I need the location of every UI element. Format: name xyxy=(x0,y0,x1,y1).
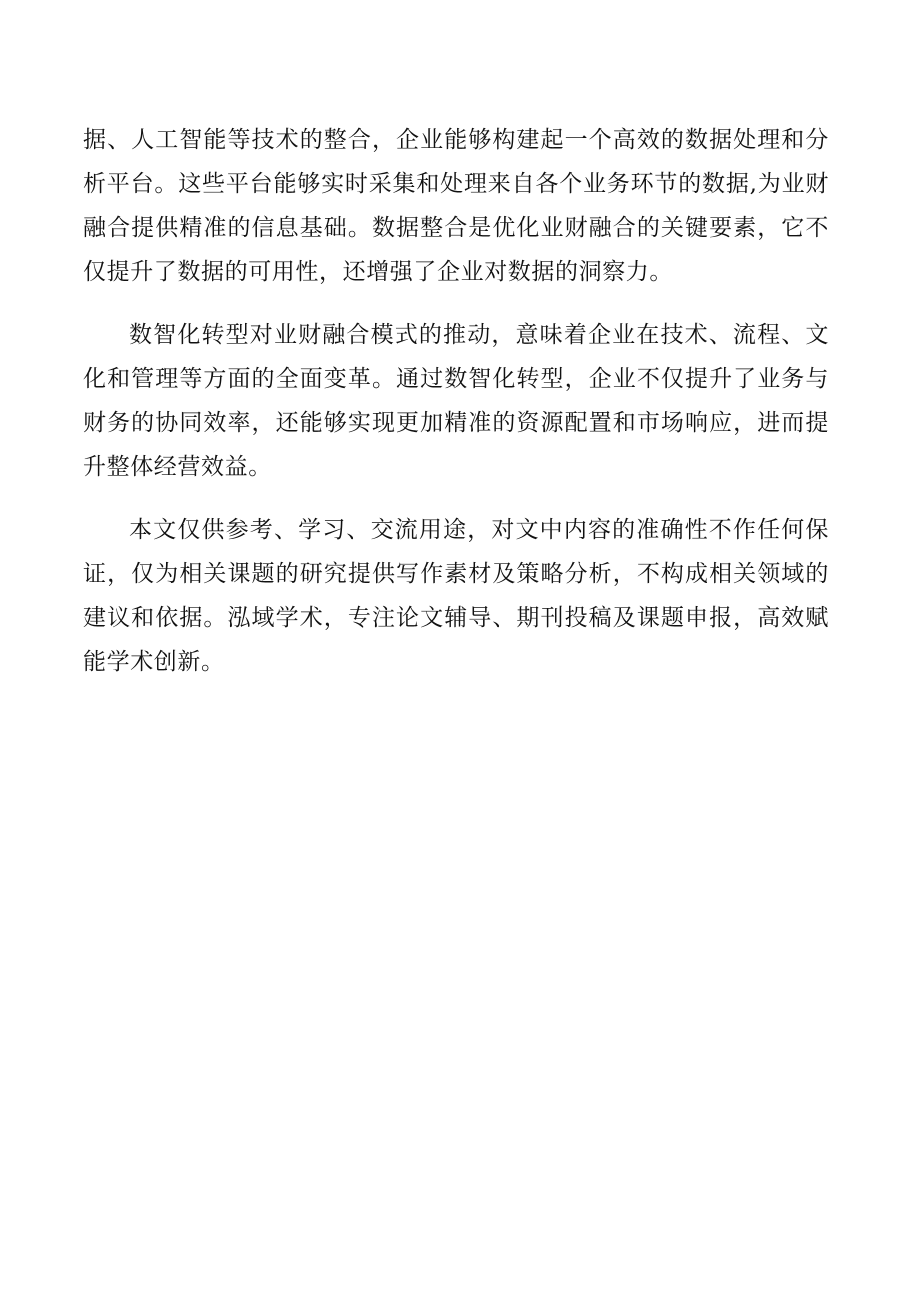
paragraph-digital-transformation: 数智化转型对业财融合模式的推动，意味着企业在技术、流程、文化和管理等方面的全面变革。通过数智化转型，企业不仅提升了业务与财务的协同效率，还能够实现更加精准的资源配置和市场响应，进而提升整体经营效益。 xyxy=(83,322,829,480)
paragraph-continuation: 据、人工智能等技术的整合，企业能够构建起一个高效的数据处理和分析平台。这些平台能够实时采集和处理来自各个业务环节的数据,为业财融合提供精准的信息基础。数据整合是优化业财融合的关键要素，它不仅提升了数据的可用性，还增强了企业对数据的洞察力。 xyxy=(83,127,829,285)
paragraph-disclaimer: 本文仅供参考、学习、交流用途，对文中内容的准确性不作任何保证，仅为相关课题的研究提供写作素材及策略分析，不构成相关领域的建议和依据。泓域学术，专注论文辅导、期刊投稿及课题申报，高效赋能学术创新。 xyxy=(83,517,829,675)
document-body xyxy=(83,118,829,703)
